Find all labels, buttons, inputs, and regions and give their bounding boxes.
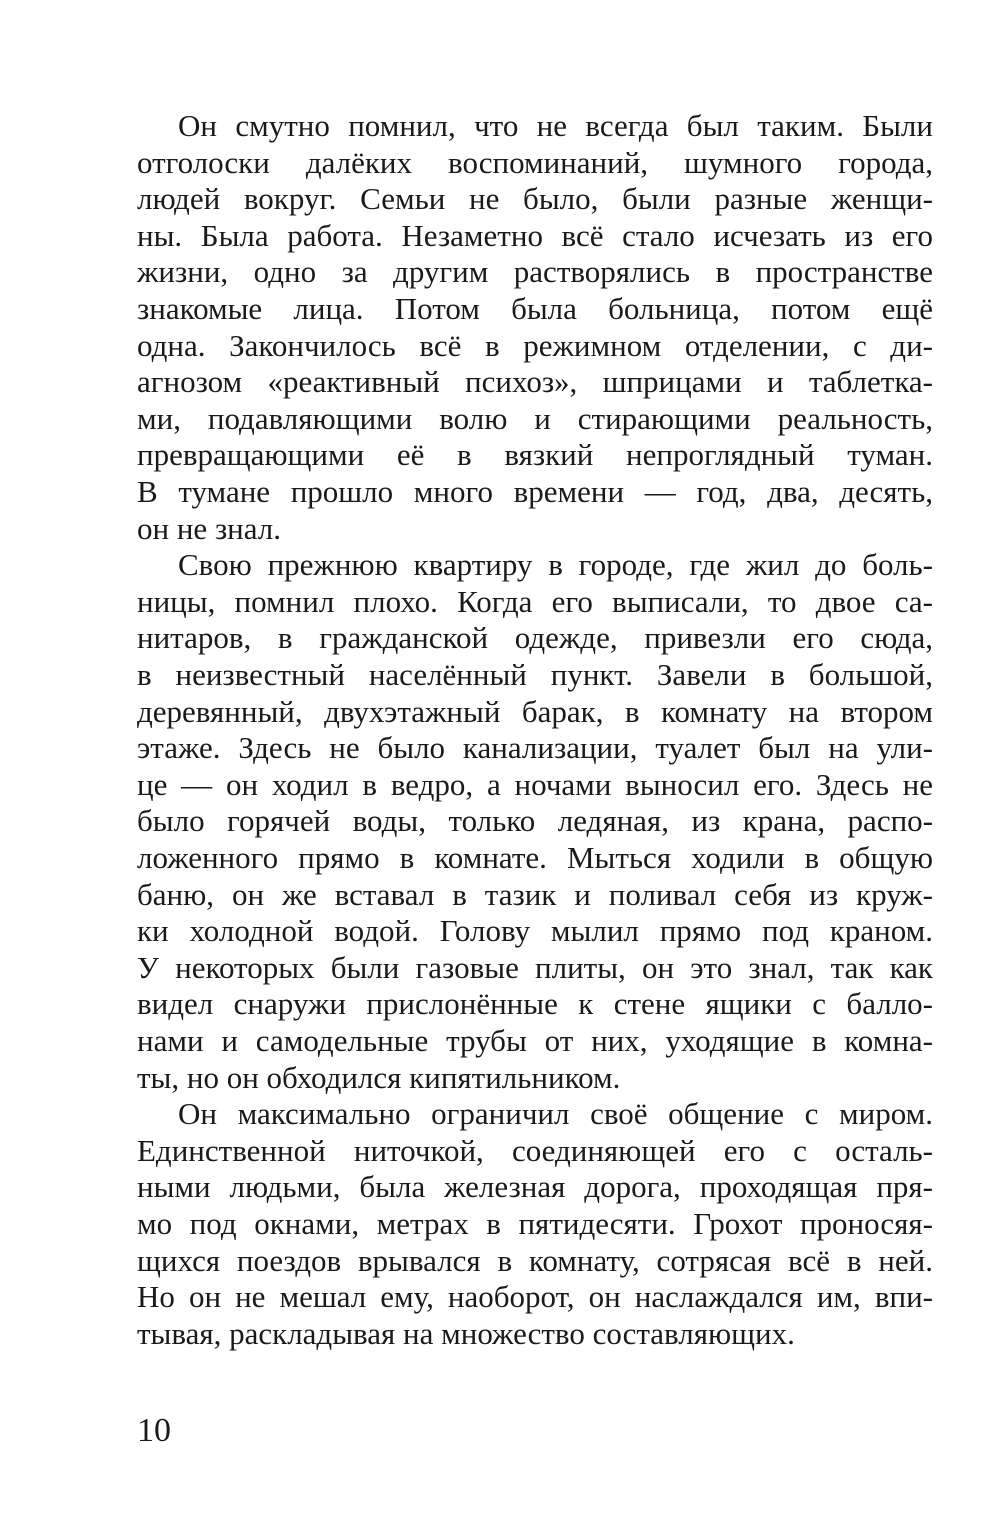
paragraph-2-line-9: ложенного прямо в комнате. Мыться ходили в общую <box>137 840 933 875</box>
paragraph-1-line-3: людей вокруг. Семьи не было, были разные женщи- <box>137 181 933 217</box>
paragraph-1-line-6: знакомые лица. Потом была больница, потом ещё <box>137 291 933 326</box>
paragraph-2-line-14: нами и самодельные трубы от них, уходящие в комна- <box>137 1023 933 1058</box>
paragraph-1-line-11: В тумане прошло много времени — год, два, десять, <box>137 474 933 509</box>
paragraph-2-line-4: в неизвестный населённый пункт. Завели в большой, <box>137 657 933 692</box>
paragraph-1-line-9: ми, подавляющими волю и стирающими реальность, <box>137 400 933 436</box>
paragraph-3-line-7: тывая, раскладывая на множество составляющих. <box>137 1315 795 1351</box>
paragraph-1-line-1: Он смутно помнил, что не всегда был таким. Были <box>178 108 933 143</box>
paragraph-2-line-2: ницы, помнил плохо. Когда его выписали, то двое са- <box>137 583 933 619</box>
paragraph-2-line-10: баню, он же вставал в тазик и поливал себя из круж- <box>137 876 933 912</box>
paragraph-2-line-5: деревянный, двухэтажный барак, в комнату на втором <box>137 693 933 729</box>
paragraph-3-line-3: ными людьми, была железная дорога, проходящая пря- <box>137 1169 933 1205</box>
paragraph-2-line-8: было горячей воды, только ледяная, из крана, распо- <box>137 803 933 839</box>
paragraph-1-line-2: отголоски далёких воспоминаний, шумного города, <box>137 144 933 180</box>
paragraph-3-line-2: Единственной ниточкой, соединяющей его с осталь- <box>137 1132 933 1168</box>
paragraph-2-line-11: ки холодной водой. Голову мылил прямо под краном. <box>137 913 933 949</box>
paragraph-1-line-12: он не знал. <box>137 510 282 546</box>
paragraph-1-line-7: одна. Закончилось всё в режимном отделении, с ди- <box>137 327 933 363</box>
paragraph-3-line-1: Он максимально ограничил своё общение с миром. <box>178 1096 933 1132</box>
paragraph-1-line-10: превращающими её в вязкий непроглядный туман. <box>137 437 933 473</box>
paragraph-1-line-8: агнозом «реактивный психоз», шприцами и таблетка- <box>137 364 933 400</box>
paragraph-2-line-12: У некоторых были газовые плиты, он это знал, так как <box>137 949 933 985</box>
paragraph-2-line-6: этаже. Здесь не было канализации, туалет был на ули- <box>137 730 933 766</box>
paragraph-1-line-4: ны. Была работа. Незаметно всё стало исчезать из его <box>137 217 933 253</box>
paragraph-3-line-4: мо под окнами, метрах в пятидесяти. Грохот проносяя- <box>137 1206 933 1241</box>
paragraph-2-line-1: Свою прежнюю квартиру в городе, где жил до боль- <box>178 547 933 583</box>
paragraph-1-line-5: жизни, одно за другим растворялись в пространстве <box>137 254 933 290</box>
paragraph-2-line-7: це — он ходил в ведро, а ночами выносил его. Здесь не <box>137 766 933 802</box>
paragraph-3-line-6: Но он не мешал ему, наоборот, он наслаждался им, впи- <box>137 1279 933 1315</box>
paragraph-2-line-13: видел снаружи прислонённые к стене ящики с балло- <box>137 986 933 1022</box>
paragraph-3-line-5: щихся поездов врывался в комнату, сотрясая всё в ней. <box>137 1242 933 1278</box>
page-number: 10 <box>137 1412 171 1449</box>
paragraph-2-line-3: нитаров, в гражданской одежде, привезли его сюда, <box>137 620 933 656</box>
paragraph-2-line-15: ты, но он обходился кипятильником. <box>137 1059 621 1095</box>
